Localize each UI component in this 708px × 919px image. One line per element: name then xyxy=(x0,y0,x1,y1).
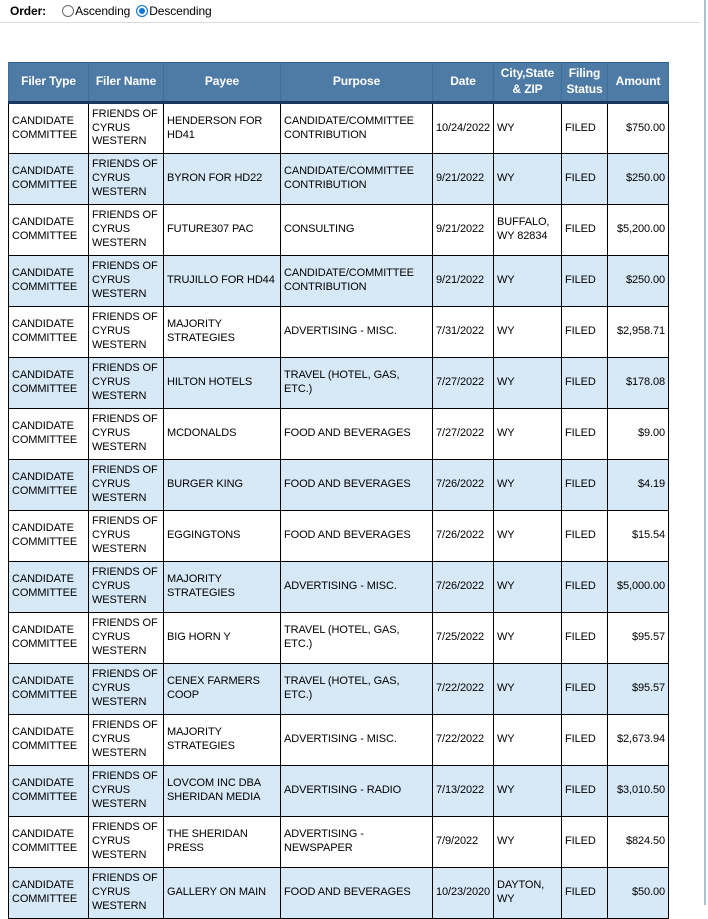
cell-city-state-zip: WY xyxy=(494,307,562,358)
descending-radio[interactable] xyxy=(136,5,148,17)
cell-filing-status: FILED xyxy=(562,409,608,460)
cell-date: 9/21/2022 xyxy=(433,154,494,205)
cell-date: 7/26/2022 xyxy=(433,511,494,562)
cell-purpose: CANDIDATE/COMMITTEE CONTRIBUTION xyxy=(281,256,433,307)
cell-filing-status: FILED xyxy=(562,766,608,817)
cell-payee: MAJORITY STRATEGIES xyxy=(164,715,281,766)
cell-purpose: CONSULTING xyxy=(281,205,433,256)
cell-payee: HENDERSON FOR HD41 xyxy=(164,103,281,154)
cell-payee: GALLERY ON MAIN xyxy=(164,868,281,919)
column-header-filer-name: Filer Name xyxy=(89,63,164,103)
cell-filer-type: CANDIDATE COMMITTEE xyxy=(9,460,89,511)
cell-city-state-zip: WY xyxy=(494,358,562,409)
cell-purpose: ADVERTISING - MISC. xyxy=(281,307,433,358)
cell-filing-status: FILED xyxy=(562,817,608,868)
cell-date: 7/13/2022 xyxy=(433,766,494,817)
cell-filing-status: FILED xyxy=(562,562,608,613)
cell-purpose: ADVERTISING - NEWSPAPER xyxy=(281,817,433,868)
cell-date: 10/23/2020 xyxy=(433,868,494,919)
cell-filer-type: CANDIDATE COMMITTEE xyxy=(9,613,89,664)
cell-payee: MAJORITY STRATEGIES xyxy=(164,307,281,358)
cell-city-state-zip: WY xyxy=(494,511,562,562)
cell-amount: $3,010.50 xyxy=(608,766,669,817)
cell-filer-type: CANDIDATE COMMITTEE xyxy=(9,868,89,919)
cell-date: 7/9/2022 xyxy=(433,817,494,868)
column-header-amount: Amount xyxy=(608,63,669,103)
cell-purpose: ADVERTISING - MISC. xyxy=(281,715,433,766)
cell-amount: $15.54 xyxy=(608,511,669,562)
cell-filer-name: FRIENDS OF CYRUS WESTERN xyxy=(89,868,164,919)
table-row xyxy=(9,664,669,715)
table-row xyxy=(9,460,669,511)
cell-payee: TRUJILLO FOR HD44 xyxy=(164,256,281,307)
cell-filing-status: FILED xyxy=(562,307,608,358)
cell-date: 7/31/2022 xyxy=(433,307,494,358)
cell-filing-status: FILED xyxy=(562,205,608,256)
cell-city-state-zip: WY xyxy=(494,613,562,664)
cell-amount: $750.00 xyxy=(608,103,669,154)
cell-date: 10/24/2022 xyxy=(433,103,494,154)
cell-purpose: TRAVEL (HOTEL, GAS, ETC.) xyxy=(281,613,433,664)
cell-filer-name: FRIENDS OF CYRUS WESTERN xyxy=(89,817,164,868)
cell-filer-type: CANDIDATE COMMITTEE xyxy=(9,766,89,817)
cell-amount: $50.00 xyxy=(608,868,669,919)
cell-filer-name: FRIENDS OF CYRUS WESTERN xyxy=(89,409,164,460)
order-option-descending[interactable] xyxy=(136,4,213,18)
cell-filing-status: FILED xyxy=(562,103,608,154)
cell-date: 7/25/2022 xyxy=(433,613,494,664)
table-row xyxy=(9,613,669,664)
cell-city-state-zip: WY xyxy=(494,562,562,613)
cell-payee: BYRON FOR HD22 xyxy=(164,154,281,205)
cell-amount: $5,200.00 xyxy=(608,205,669,256)
cell-filer-name: FRIENDS OF CYRUS WESTERN xyxy=(89,307,164,358)
cell-filing-status: FILED xyxy=(562,613,608,664)
table-row xyxy=(9,358,669,409)
cell-filer-type: CANDIDATE COMMITTEE xyxy=(9,256,89,307)
column-header-filing-status: Filing Status xyxy=(562,63,608,103)
cell-purpose: TRAVEL (HOTEL, GAS, ETC.) xyxy=(281,664,433,715)
column-header-city-state-zip: City,State & ZIP xyxy=(494,63,562,103)
cell-filer-name: FRIENDS OF CYRUS WESTERN xyxy=(89,256,164,307)
cell-filer-type: CANDIDATE COMMITTEE xyxy=(9,358,89,409)
cell-payee: MAJORITY STRATEGIES xyxy=(164,562,281,613)
cell-amount: $250.00 xyxy=(608,256,669,307)
cell-payee: HILTON HOTELS xyxy=(164,358,281,409)
cell-payee: BIG HORN Y xyxy=(164,613,281,664)
cell-filer-name: FRIENDS OF CYRUS WESTERN xyxy=(89,103,164,154)
cell-amount: $95.57 xyxy=(608,613,669,664)
cell-filer-type: CANDIDATE COMMITTEE xyxy=(9,205,89,256)
cell-filer-name: FRIENDS OF CYRUS WESTERN xyxy=(89,715,164,766)
cell-filer-type: CANDIDATE COMMITTEE xyxy=(9,409,89,460)
cell-city-state-zip: WY xyxy=(494,664,562,715)
cell-filer-type: CANDIDATE COMMITTEE xyxy=(9,511,89,562)
table-row xyxy=(9,715,669,766)
cell-purpose: CANDIDATE/COMMITTEE CONTRIBUTION xyxy=(281,103,433,154)
cell-date: 7/22/2022 xyxy=(433,715,494,766)
cell-city-state-zip: WY xyxy=(494,409,562,460)
cell-filing-status: FILED xyxy=(562,460,608,511)
cell-filing-status: FILED xyxy=(562,868,608,919)
cell-city-state-zip: BUFFALO, WY 82834 xyxy=(494,205,562,256)
cell-filer-name: FRIENDS OF CYRUS WESTERN xyxy=(89,766,164,817)
table-row xyxy=(9,511,669,562)
cell-payee: MCDONALDS xyxy=(164,409,281,460)
cell-city-state-zip: WY xyxy=(494,766,562,817)
cell-city-state-zip: WY xyxy=(494,817,562,868)
order-bar xyxy=(0,0,700,23)
cell-filer-name: FRIENDS OF CYRUS WESTERN xyxy=(89,613,164,664)
ascending-radio[interactable] xyxy=(62,5,74,17)
order-label: Order: xyxy=(10,4,47,18)
cell-filer-name: FRIENDS OF CYRUS WESTERN xyxy=(89,154,164,205)
cell-city-state-zip: WY xyxy=(494,154,562,205)
cell-filing-status: FILED xyxy=(562,511,608,562)
cell-filer-name: FRIENDS OF CYRUS WESTERN xyxy=(89,511,164,562)
cell-city-state-zip: WY xyxy=(494,460,562,511)
cell-purpose: ADVERTISING - RADIO xyxy=(281,766,433,817)
ascending-radio-label: Ascending xyxy=(75,4,131,18)
cell-amount: $824.50 xyxy=(608,817,669,868)
cell-filer-type: CANDIDATE COMMITTEE xyxy=(9,307,89,358)
cell-city-state-zip: WY xyxy=(494,715,562,766)
descending-radio-label: Descending xyxy=(149,4,212,18)
cell-city-state-zip: WY xyxy=(494,256,562,307)
table-row xyxy=(9,562,669,613)
cell-date: 9/21/2022 xyxy=(433,256,494,307)
cell-purpose: FOOD AND BEVERAGES xyxy=(281,868,433,919)
cell-date: 7/22/2022 xyxy=(433,664,494,715)
cell-date: 9/21/2022 xyxy=(433,205,494,256)
cell-purpose: FOOD AND BEVERAGES xyxy=(281,460,433,511)
table-row xyxy=(9,766,669,817)
cell-filer-type: CANDIDATE COMMITTEE xyxy=(9,562,89,613)
cell-filer-type: CANDIDATE COMMITTEE xyxy=(9,817,89,868)
order-option-ascending[interactable] xyxy=(62,4,132,18)
cell-amount: $95.57 xyxy=(608,664,669,715)
table-row xyxy=(9,154,669,205)
cell-filer-name: FRIENDS OF CYRUS WESTERN xyxy=(89,664,164,715)
header-row xyxy=(9,63,669,103)
table-row xyxy=(9,205,669,256)
cell-city-state-zip: WY xyxy=(494,103,562,154)
cell-filer-type: CANDIDATE COMMITTEE xyxy=(9,664,89,715)
cell-filing-status: FILED xyxy=(562,358,608,409)
cell-filer-type: CANDIDATE COMMITTEE xyxy=(9,715,89,766)
cell-purpose: FOOD AND BEVERAGES xyxy=(281,409,433,460)
cell-date: 7/26/2022 xyxy=(433,460,494,511)
cell-filer-type: CANDIDATE COMMITTEE xyxy=(9,103,89,154)
cell-filer-name: FRIENDS OF CYRUS WESTERN xyxy=(89,562,164,613)
cell-amount: $2,958.71 xyxy=(608,307,669,358)
cell-payee: CENEX FARMERS COOP xyxy=(164,664,281,715)
table-row xyxy=(9,868,669,919)
cell-amount: $5,000.00 xyxy=(608,562,669,613)
filings-table-container xyxy=(8,62,669,919)
table-row xyxy=(9,409,669,460)
cell-purpose: CANDIDATE/COMMITTEE CONTRIBUTION xyxy=(281,154,433,205)
cell-payee: EGGINGTONS xyxy=(164,511,281,562)
cell-city-state-zip: DAYTON, WY xyxy=(494,868,562,919)
cell-payee: LOVCOM INC DBA SHERIDAN MEDIA xyxy=(164,766,281,817)
cell-purpose: FOOD AND BEVERAGES xyxy=(281,511,433,562)
cell-filer-name: FRIENDS OF CYRUS WESTERN xyxy=(89,205,164,256)
right-edge-strip xyxy=(704,0,706,905)
cell-amount: $2,673.94 xyxy=(608,715,669,766)
table-row xyxy=(9,256,669,307)
filings-table xyxy=(8,62,669,919)
cell-date: 7/26/2022 xyxy=(433,562,494,613)
cell-filer-name: FRIENDS OF CYRUS WESTERN xyxy=(89,460,164,511)
cell-filing-status: FILED xyxy=(562,256,608,307)
cell-payee: BURGER KING xyxy=(164,460,281,511)
column-header-filer-type: Filer Type xyxy=(9,63,89,103)
table-row xyxy=(9,103,669,154)
cell-filing-status: FILED xyxy=(562,715,608,766)
column-header-date: Date xyxy=(433,63,494,103)
cell-amount: $4.19 xyxy=(608,460,669,511)
column-header-payee: Payee xyxy=(164,63,281,103)
cell-date: 7/27/2022 xyxy=(433,409,494,460)
cell-filing-status: FILED xyxy=(562,664,608,715)
cell-purpose: TRAVEL (HOTEL, GAS, ETC.) xyxy=(281,358,433,409)
cell-filer-type: CANDIDATE COMMITTEE xyxy=(9,154,89,205)
cell-date: 7/27/2022 xyxy=(433,358,494,409)
cell-amount: $9.00 xyxy=(608,409,669,460)
table-row xyxy=(9,817,669,868)
cell-amount: $250.00 xyxy=(608,154,669,205)
cell-payee: FUTURE307 PAC xyxy=(164,205,281,256)
table-row xyxy=(9,307,669,358)
cell-filing-status: FILED xyxy=(562,154,608,205)
cell-purpose: ADVERTISING - MISC. xyxy=(281,562,433,613)
column-header-purpose: Purpose xyxy=(281,63,433,103)
cell-payee: THE SHERIDAN PRESS xyxy=(164,817,281,868)
cell-amount: $178.08 xyxy=(608,358,669,409)
cell-filer-name: FRIENDS OF CYRUS WESTERN xyxy=(89,358,164,409)
